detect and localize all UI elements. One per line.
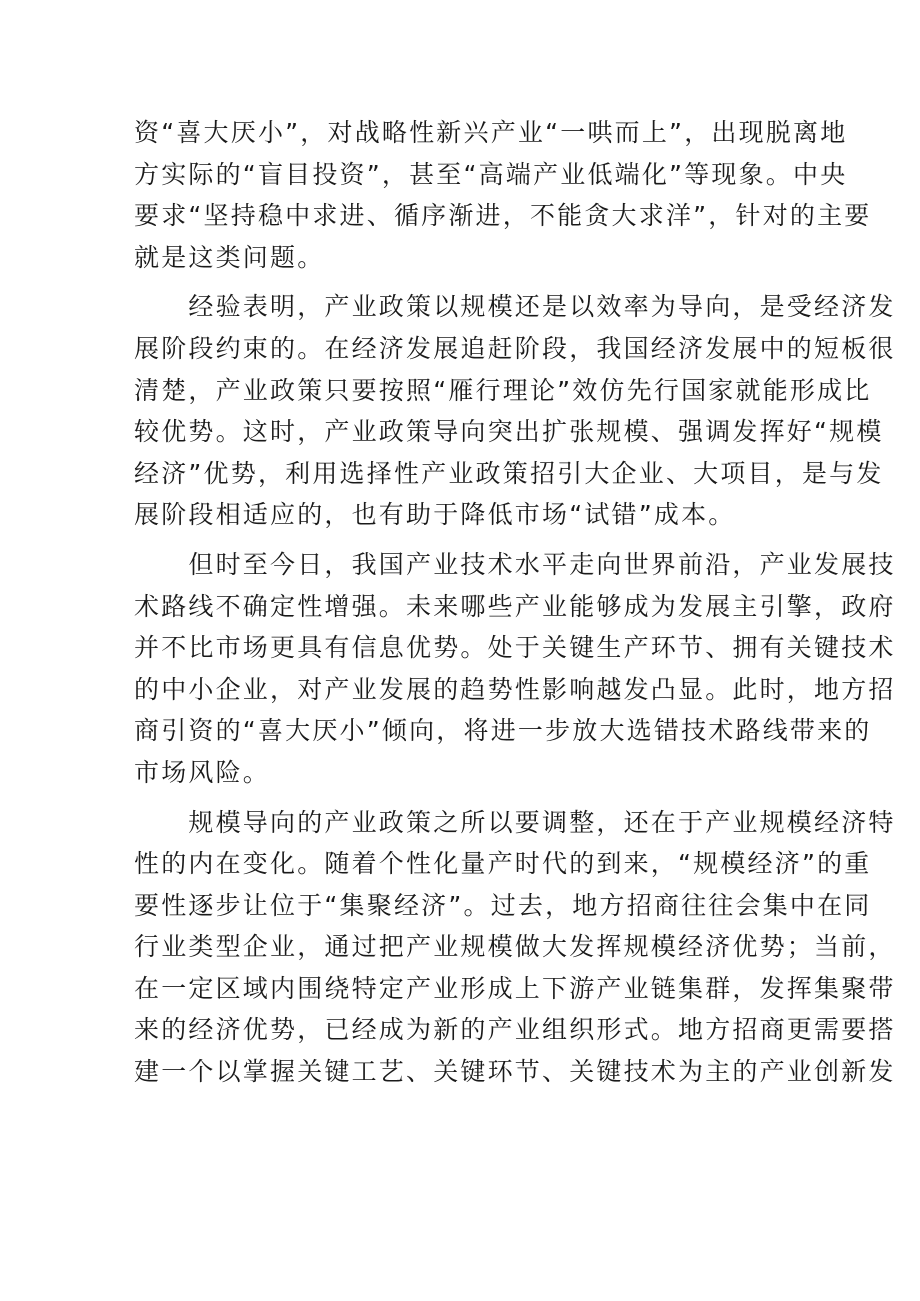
- text-line: 清楚，产业政策只要按照“雁行理论”效仿先行国家就能形成比: [134, 375, 872, 405]
- paragraph-gap: [134, 536, 800, 544]
- text-line: 的中小企业，对产业发展的趋势性影响越发凸显。此时，地方招: [134, 674, 896, 704]
- text-line: 但时至今日，我国产业技术水平走向世界前沿，产业发展技: [134, 549, 896, 579]
- text-line: 商引资的“喜大厌小”倾向，将进一步放大选错技术路线带来的: [134, 716, 872, 746]
- paragraph-2: [134, 286, 896, 536]
- text-line: 术路线不确定性增强。未来哪些产业能够成为发展主引擎，政府: [134, 591, 896, 621]
- text-line: 经济”优势，利用选择性产业政策招引大企业、大项目，是与发: [134, 458, 884, 488]
- text-line: 较优势。这时，产业政策导向突出扩张规模、强调发挥好“规模: [134, 417, 884, 447]
- text-line: 性的内在变化。随着个性化量产时代的到来，“规模经济”的重: [134, 849, 872, 879]
- text-line: 要求“坚持稳中求进、循序渐进，不能贪大求洋”，针对的主要: [134, 201, 872, 231]
- text-line: 行业类型企业，通过把产业规模做大发挥规模经济优势；当前，: [134, 932, 896, 962]
- text-line: 要性逐步让位于“集聚经济”。过去，地方招商往往会集中在同: [134, 890, 872, 920]
- text-line: 资“喜大厌小”，对战略性新兴产业“一哄而上”，出现脱离地: [134, 118, 848, 147]
- paragraph-gap: [134, 278, 800, 286]
- paragraph-4: [134, 802, 896, 1093]
- text-line: 展阶段相适应的，也有助于降低市场“试错”成本。: [134, 500, 736, 530]
- article-body: [134, 112, 896, 1093]
- text-line: 经验表明，产业政策以规模还是以效率为导向，是受经济发: [134, 292, 896, 322]
- text-line: 市场风险。: [134, 757, 271, 787]
- text-line: 并不比市场更具有信息优势。处于关键生产环节、拥有关键技术: [134, 633, 896, 663]
- paragraph-gap: [134, 794, 800, 802]
- text-line: 在一定区域内围绕特定产业形成上下游产业链集群，发挥集聚带: [134, 973, 896, 1003]
- text-line: 来的经济优势，已经成为新的产业组织形式。地方招商更需要搭: [134, 1015, 896, 1045]
- text-line: 展阶段约束的。在经济发展追赶阶段，我国经济发展中的短板很: [134, 333, 896, 363]
- text-line: 规模导向的产业政策之所以要调整，还在于产业规模经济特: [134, 807, 896, 837]
- text-line: 建一个以掌握关键工艺、关键环节、关键技术为主的产业创新发: [134, 1057, 896, 1087]
- text-line: 就是这类问题。: [134, 242, 325, 272]
- paragraph-1: [134, 112, 872, 278]
- text-line: 方实际的“盲目投资”，甚至“高端产业低端化”等现象。中央: [134, 159, 848, 189]
- paragraph-3: [134, 544, 896, 794]
